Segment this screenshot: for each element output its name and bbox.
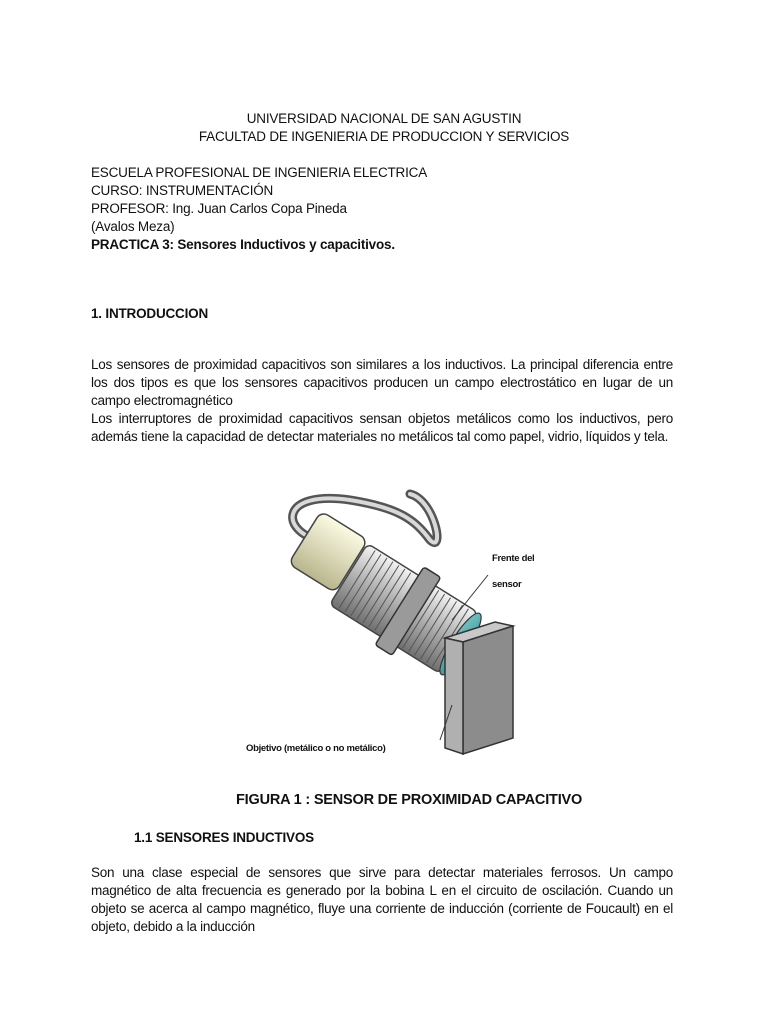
target-object xyxy=(445,622,513,754)
university-title: UNIVERSIDAD NACIONAL DE SAN AGUSTIN xyxy=(246,111,522,126)
label-object: Objetivo (metálico o no metálico) xyxy=(246,743,386,754)
label-front-line-2: sensor xyxy=(492,579,522,590)
course-line: CURSO: INSTRUMENTACIÓN xyxy=(91,183,274,198)
student-line: (Avalos Meza) xyxy=(91,219,175,234)
intro-heading: 1. INTRODUCCION xyxy=(91,306,209,321)
figure-caption: FIGURA 1 : SENSOR DE PROXIMIDAD CAPACITIVO xyxy=(236,792,583,808)
label-front-line-1: Frente del xyxy=(492,553,535,564)
intro-paragraph-2: Los interruptores de proximidad capacitivos sensan objetos metálicos como los inductivos, pero además tiene la capacidad de detectar materiales no metálicos tal como papel, vidrio, líquidos y tela. xyxy=(91,411,673,444)
sensor-illustration xyxy=(240,480,570,765)
practice-title: PRACTICA 3: Sensores Inductivos y capacitivos. xyxy=(91,237,395,252)
intro-paragraph-1: Los sensores de proximidad capacitivos son similares a los inductivos. La principal diferencia entre los dos tipos es que los sensores capacitivos producen un campo electrostático en lugar de un campo electromagnético xyxy=(91,357,673,408)
capacitive-sensor-figure xyxy=(240,480,570,765)
section-1-1-paragraph: Son una clase especial de sensores que sirve para detectar materiales ferrosos. Un campo magnético de alta frecuencia es generado por la bobina L en el circuito de oscilación. Cuando un objeto se acerca al campo magnético, fluye una corriente de inducción (corriente de Foucault) en el objeto, debido a la inducción xyxy=(91,865,673,934)
faculty-title: FACULTAD DE INGENIERIA DE PRODUCCION Y SERVICIOS xyxy=(198,129,570,144)
professor-line: PROFESOR: Ing. Juan Carlos Copa Pineda xyxy=(91,201,347,216)
section-1-1-heading: 1.1 SENSORES INDUCTIVOS xyxy=(134,830,314,845)
school-line: ESCUELA PROFESIONAL DE INGENIERIA ELECTRICA xyxy=(91,165,427,180)
